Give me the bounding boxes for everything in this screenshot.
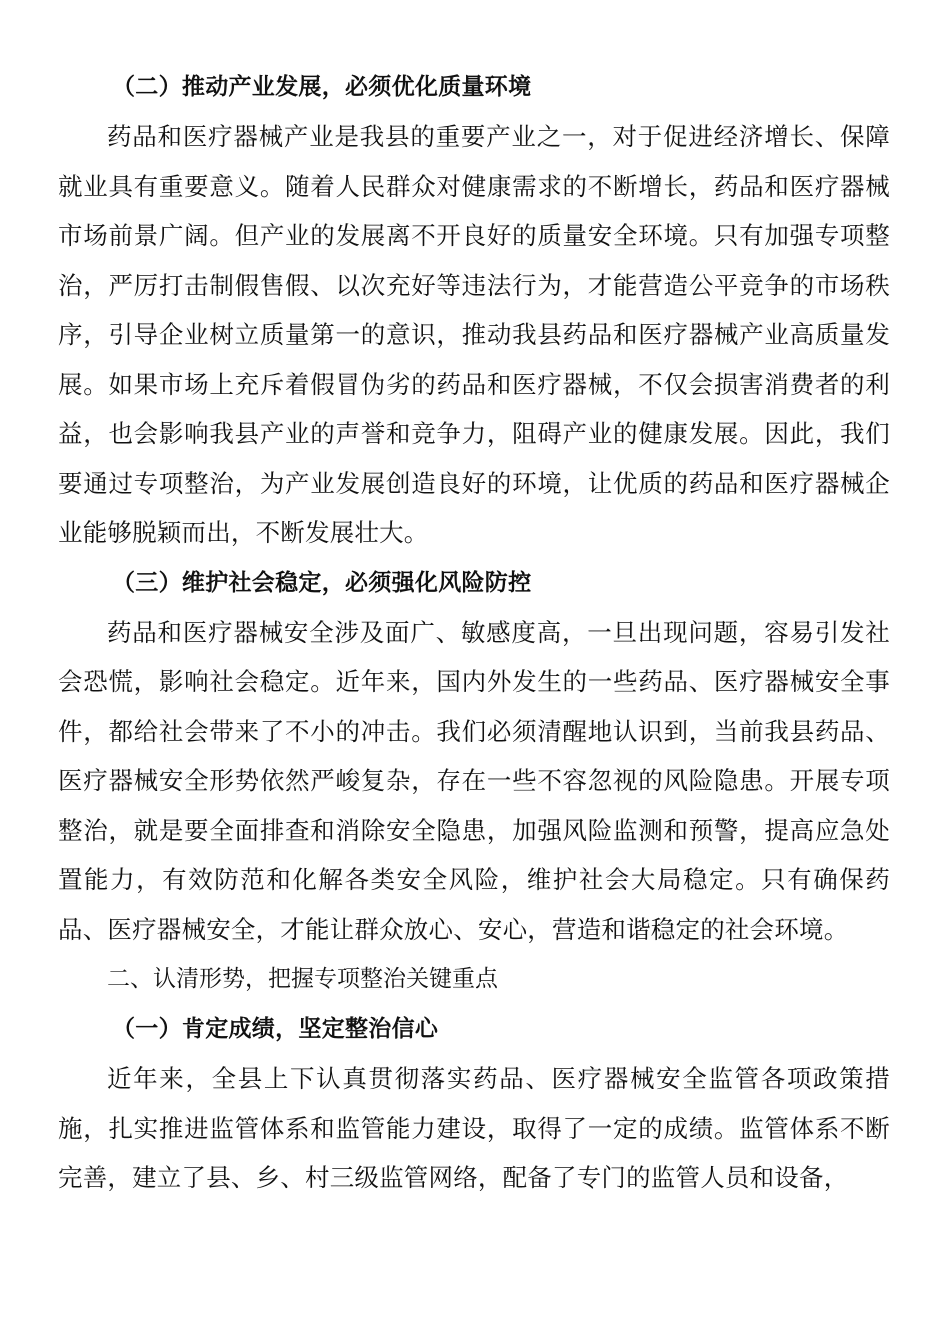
paragraph-stability: 药品和医疗器械安全涉及面广、敏感度高，一旦出现问题，容易引发社会恐慌，影响社会稳定。近年来，国内外发生的一些药品、医疗器械安全事件，都给社会带来了不小的冲击。我们必须清醒地认识到，当前我县药品、医疗器械安全形势依然严峻复杂，存在一些不容忽视的风险隐患。开展专项整治，就是要全面排查和消除安全隐患，加强风险监测和预警，提高应急处置能力，有效防范和化解各类安全风险，维护社会大局稳定。只有确保药品、医疗器械安全，才能让群众放心、安心，营造和谐稳定的社会环境。 [58,617,890,944]
section-title-situation: 二、认清形势，把握专项整治关键重点 [107,966,498,992]
document-page [58,62,890,1203]
heading-affirm-achievements: （一）肯定成绩，坚定整治信心 [112,1016,439,1042]
paragraph-achievements: 近年来，全县上下认真贯彻落实药品、医疗器械安全监管各项政策措施，扎实推进监管体系和监管能力建设，取得了一定的成绩。监管体系不断完善，建立了县、乡、村三级监管网络，配备了专门的监管人员和设备， [58,1064,890,1192]
heading-promote-industry: （二）推动产业发展，必须优化质量环境 [112,74,532,100]
heading-social-stability: （三）维护社会稳定，必须强化风险防控 [112,569,532,596]
paragraph-industry: 药品和医疗器械产业是我县的重要产业之一，对于促进经济增长、保障就业具有重要意义。随着人民群众对健康需求的不断增长，药品和医疗器械市场前景广阔。但产业的发展离不开良好的质量安全环境。只有加强专项整治，严厉打击制假售假、以次充好等违法行为，才能营造公平竞争的市场秩序，引导企业树立质量第一的意识，推动我县药品和医疗器械产业高质量发展。如果市场上充斥着假冒伪劣的药品和医疗器械，不仅会损害消费者的利益，也会影响我县产业的声誉和竞争力，阻碍产业的健康发展。因此，我们要通过专项整治，为产业发展创造良好的环境，让优质的药品和医疗器械企业能够脱颖而出，不断发展壮大。 [58,122,890,547]
